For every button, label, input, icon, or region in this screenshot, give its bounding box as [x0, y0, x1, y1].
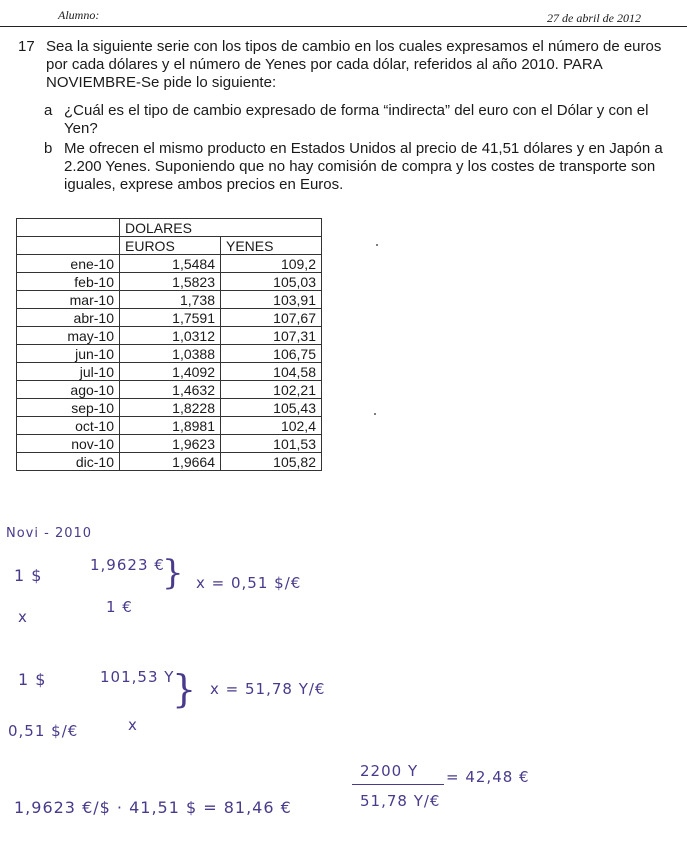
euros-cell: 1,7591 [120, 309, 221, 327]
header-date: 27 de abril de 2012 [547, 11, 641, 25]
handwritten-rule2-left-top: 1 $ [18, 670, 47, 689]
month-cell: ago-10 [17, 381, 120, 399]
rule2-brace-icon: } [172, 667, 197, 711]
handwritten-rule2-left-bottom: 0,51 $/€ [8, 722, 79, 740]
fraction-line [352, 784, 444, 785]
handwritten-yen-numerator: 2200 Y [360, 762, 419, 780]
month-cell: sep-10 [17, 399, 120, 417]
euros-cell: 1,8981 [120, 417, 221, 435]
yenes-cell: 107,67 [221, 309, 322, 327]
table-row [17, 273, 322, 291]
sub-question-letter: a [44, 102, 53, 119]
table-row [17, 327, 322, 345]
handwritten-rule1-left-top: 1 $ [14, 566, 43, 585]
table-row [17, 363, 322, 381]
header-empty-cell [17, 237, 120, 255]
handwritten-heading: Novi - 2010 [6, 526, 93, 541]
table-header-row [17, 237, 322, 255]
student-label: Alumno: [58, 8, 100, 22]
question-text: Sea la siguiente serie con los tipos de cambio en los cuales expresamos el número de euros por cada dólares y el número de Yenes por cada dólar, referidos al año 2010. PARA NOVIEMBRE-Se pide lo siguiente: [46, 38, 662, 91]
euros-cell: 1,738 [120, 291, 221, 309]
handwritten-rule1-left-bottom: x [18, 608, 28, 626]
euros-cell: 1,0388 [120, 345, 221, 363]
month-cell: may-10 [17, 327, 120, 345]
euros-cell: 1,5484 [120, 255, 221, 273]
table-row [17, 435, 322, 453]
euros-cell: 1,9623 [120, 435, 221, 453]
sub-question-text: ¿Cuál es el tipo de cambio expresado de forma “indirecta” del euro con el Dólar y con el Yen? [64, 102, 649, 137]
yenes-cell: 106,75 [221, 345, 322, 363]
table-row [17, 291, 322, 309]
yenes-cell: 105,43 [221, 399, 322, 417]
table-row [17, 255, 322, 273]
table-header-row [17, 219, 322, 237]
handwritten-dollar-price-calc: 1,9623 €/$ · 41,51 $ = 81,46 € [14, 798, 292, 817]
euros-cell: 1,9664 [120, 453, 221, 471]
stray-mark [374, 413, 376, 415]
handwritten-yen-result: = 42,48 € [446, 768, 530, 786]
handwritten-rule2-result: x = 51,78 Y/€ [210, 680, 326, 698]
yenes-cell: 109,2 [221, 255, 322, 273]
month-cell: abr-10 [17, 309, 120, 327]
month-cell: ene-10 [17, 255, 120, 273]
yenes-cell: 105,03 [221, 273, 322, 291]
page-header [0, 0, 687, 27]
month-cell: feb-10 [17, 273, 120, 291]
yenes-cell: 105,82 [221, 453, 322, 471]
month-cell: jun-10 [17, 345, 120, 363]
exchange-rate-table [16, 218, 322, 471]
yenes-cell: 103,91 [221, 291, 322, 309]
handwritten-rule1-result: x = 0,51 $/€ [196, 574, 302, 592]
table-row [17, 381, 322, 399]
euros-cell: 1,5823 [120, 273, 221, 291]
month-cell: dic-10 [17, 453, 120, 471]
handwritten-rule1-right-top: 1,9623 € [90, 556, 165, 574]
rule1-brace-icon: } [162, 553, 184, 593]
yenes-cell: 104,58 [221, 363, 322, 381]
column-header-yenes: YENES [221, 237, 322, 255]
sub-question-letter: b [44, 140, 53, 157]
handwritten-rule2-right-top: 101,53 Y [100, 668, 175, 686]
group-header-dolares: DOLARES [120, 219, 322, 237]
sub-question-text: Me ofrecen el mismo producto en Estados Unidos al precio de 41,51 dólares y en Japón a 2.200 Yenes. Suponiendo que no hay comisión de compra y los costes de transporte son iguales, exprese ambos precios en Euros. [64, 140, 663, 193]
handwritten-rule2-right-bottom: x [128, 716, 138, 734]
handwritten-yen-denominator: 51,78 Y/€ [360, 792, 441, 810]
month-cell: oct-10 [17, 417, 120, 435]
stray-mark [376, 244, 378, 246]
month-cell: jul-10 [17, 363, 120, 381]
euros-cell: 1,4092 [120, 363, 221, 381]
yenes-cell: 101,53 [221, 435, 322, 453]
header-empty-cell [17, 219, 120, 237]
table-body [17, 255, 322, 471]
column-header-euros: EUROS [120, 237, 221, 255]
euros-cell: 1,0312 [120, 327, 221, 345]
question-number: 17 [18, 38, 35, 55]
yenes-cell: 107,31 [221, 327, 322, 345]
yenes-cell: 102,21 [221, 381, 322, 399]
month-cell: nov-10 [17, 435, 120, 453]
euros-cell: 1,4632 [120, 381, 221, 399]
month-cell: mar-10 [17, 291, 120, 309]
table-row [17, 345, 322, 363]
table-row [17, 399, 322, 417]
euros-cell: 1,8228 [120, 399, 221, 417]
table-row [17, 417, 322, 435]
handwritten-rule1-right-bottom: 1 € [106, 598, 133, 616]
yenes-cell: 102,4 [221, 417, 322, 435]
table-row [17, 453, 322, 471]
table-row [17, 309, 322, 327]
